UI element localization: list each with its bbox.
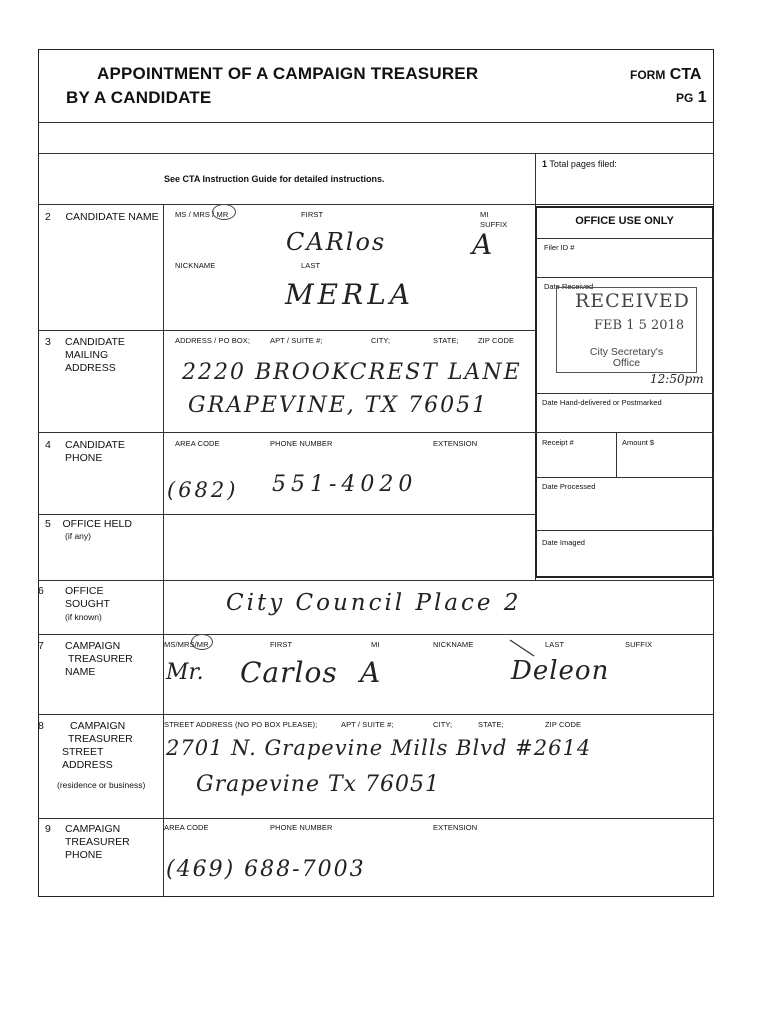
treasurer-apt-label: APT / SUITE #; [341, 720, 394, 729]
treasurer-last-name: Deleon [511, 656, 610, 686]
extension-label: EXTENSION [433, 439, 478, 448]
divider [535, 238, 714, 239]
treasurer-city-state-zip: Grapevine Tx 76051 [196, 772, 441, 797]
divider [38, 580, 714, 581]
section-label: CANDIDATE NAME [65, 211, 159, 223]
area-code-label: AREA CODE [175, 439, 220, 448]
divider [163, 204, 164, 897]
page-indicator [676, 89, 707, 107]
treasurer-phone: (469) 688-7003 [166, 857, 366, 882]
divider [38, 714, 714, 715]
divider [38, 204, 714, 205]
address-label: ADDRESS / PO BOX; [175, 336, 251, 345]
divider [535, 277, 714, 278]
candidate-phone: 551-4020 [272, 472, 418, 497]
label-line: TREASURER [68, 653, 133, 665]
street-address-label: STREET ADDRESS (NO PO BOX PLEASE); [164, 720, 318, 729]
divider [38, 818, 714, 819]
mi-label: MI [480, 210, 489, 219]
label-line: TREASURER [65, 836, 130, 848]
section-7-num: 7 [38, 640, 44, 652]
treasurer-title: Mr. [166, 660, 204, 685]
divider [38, 634, 714, 635]
section-8-label [62, 720, 133, 772]
section-8-num: 8 [38, 720, 44, 732]
receipt-label: Receipt # [542, 438, 574, 447]
candidate-address-line1: 2220 BROOKCREST LANE [182, 360, 522, 385]
section-3-label [65, 336, 125, 375]
form-prefix: FORM [630, 68, 666, 82]
label-line: CAMPAIGN [65, 823, 121, 835]
mr-circle-mark [212, 204, 236, 220]
date-processed-label: Date Processed [542, 482, 596, 491]
divider [38, 514, 535, 515]
label-line: STREET [62, 746, 104, 758]
total-pages-num: 1 [542, 159, 548, 169]
label-line: PHONE [65, 452, 103, 464]
section-4-num: 4 [45, 439, 51, 451]
treasurer-street: 2701 N. Grapevine Mills Blvd #2614 [166, 736, 592, 760]
state-label: STATE; [433, 336, 459, 345]
label-line: MAILING [65, 349, 109, 361]
date-received-label: Date Received [544, 282, 594, 291]
total-pages-label: Total pages filed: [549, 159, 617, 169]
label-line: CAMPAIGN [65, 640, 121, 652]
stamp-received: RECEIVED [575, 290, 690, 312]
first-label: FIRST [301, 210, 324, 219]
suffix-label: SUFFIX [480, 220, 508, 229]
label-line: CANDIDATE [65, 336, 125, 348]
date-imaged-label: Date Imaged [542, 538, 585, 547]
divider [535, 393, 714, 394]
candidate-area-code: (682) [167, 478, 239, 502]
divider [535, 432, 714, 433]
form-code [630, 66, 701, 84]
treasurer-city-label: CITY; [433, 720, 453, 729]
label-line: NAME [65, 666, 96, 678]
section-6-label [65, 585, 110, 611]
label-line: SOUGHT [65, 598, 110, 610]
treasurer-middle-initial: A [360, 656, 381, 689]
stamp-office-line2: Office [612, 357, 641, 369]
treasurer-last-label: LAST [545, 640, 565, 649]
filer-id-label: Filer ID # [544, 243, 575, 252]
section-9-label [65, 823, 130, 862]
section-9-num: 9 [45, 823, 51, 835]
label-line: ADDRESS [62, 759, 113, 771]
treasurer-zip-label: ZIP CODE [545, 720, 582, 729]
divider [38, 330, 535, 331]
divider [616, 432, 617, 477]
instruction-note: See CTA Instruction Guide for detailed instructions. [164, 174, 385, 184]
section-num: 5 [45, 518, 51, 530]
section-6-sub: (if known) [65, 612, 102, 622]
candidate-address-line2: GRAPEVINE, TX 76051 [188, 393, 489, 418]
section-5 [45, 518, 132, 531]
treasurer-mi-label: MI [371, 640, 380, 649]
zip-label: ZIP CODE [478, 336, 515, 345]
treasurer-mr-circle-mark [191, 634, 213, 650]
hand-delivered-label: Date Hand-delivered or Postmarked [542, 398, 662, 407]
page-prefix: PG [676, 91, 694, 105]
ms-mrs-mr-label: MS / MRS / MR [175, 210, 229, 219]
phone-number-label: PHONE NUMBER [270, 439, 333, 448]
stamp-date: FEB 1 5 2018 [594, 318, 685, 333]
label-line: OFFICE [65, 585, 104, 597]
total-pages [542, 159, 617, 169]
section-6-num: 6 [38, 585, 44, 597]
treasurer-first-label: FIRST [270, 640, 293, 649]
treasurer-suffix-label: SUFFIX [625, 640, 653, 649]
treasurer-area-code-label: AREA CODE [164, 823, 209, 832]
candidate-last-name: MERLA [285, 278, 415, 311]
office-use-title: OFFICE USE ONLY [575, 215, 674, 227]
treasurer-ms-mrs-mr-label: MS/MRS/MR [164, 640, 209, 649]
city-label: CITY; [371, 336, 391, 345]
treasurer-first-name: Carlos [240, 656, 338, 689]
label-line: ADDRESS [65, 362, 116, 374]
page-number: 1 [697, 89, 707, 106]
treasurer-state-label: STATE; [478, 720, 504, 729]
label-line: TREASURER [68, 733, 133, 745]
candidate-middle-initial: A [472, 228, 495, 261]
label-line: PHONE [65, 849, 103, 861]
office-sought-value: City Council Place 2 [226, 590, 522, 616]
form-code-value: CTA [669, 66, 702, 83]
candidate-first-name: CARlos [286, 228, 387, 256]
divider [535, 477, 714, 478]
treasurer-nickname-label: NICKNAME [433, 640, 474, 649]
divider [535, 530, 714, 531]
stamp-office-line1: City Secretary's [589, 346, 664, 358]
section-4-label [65, 439, 125, 465]
office-use-panel [535, 206, 714, 578]
apt-suite-label: APT / SUITE #; [270, 336, 323, 345]
divider [38, 153, 714, 154]
divider [535, 153, 536, 204]
last-label: LAST [301, 261, 321, 270]
section-label: OFFICE HELD [62, 518, 132, 530]
section-3-num: 3 [45, 336, 51, 348]
section-5-sub: (if any) [65, 531, 91, 541]
stamp-time: 12:50pm [650, 372, 704, 386]
divider [38, 432, 535, 433]
nickname-label: NICKNAME [175, 261, 216, 270]
amount-label: Amount $ [622, 438, 655, 447]
form-subtitle: BY A CANDIDATE [66, 88, 212, 107]
section-2 [45, 211, 159, 224]
treasurer-phone-number-label: PHONE NUMBER [270, 823, 333, 832]
label-line: CAMPAIGN [70, 720, 126, 732]
treasurer-extension-label: EXTENSION [433, 823, 478, 832]
section-num: 2 [45, 211, 51, 223]
form-title: APPOINTMENT OF A CAMPAIGN TREASURER [97, 64, 479, 83]
section-7-label [65, 640, 133, 679]
section-8-sub: (residence or business) [57, 780, 146, 790]
divider [38, 122, 714, 123]
label-line: CANDIDATE [65, 439, 125, 451]
